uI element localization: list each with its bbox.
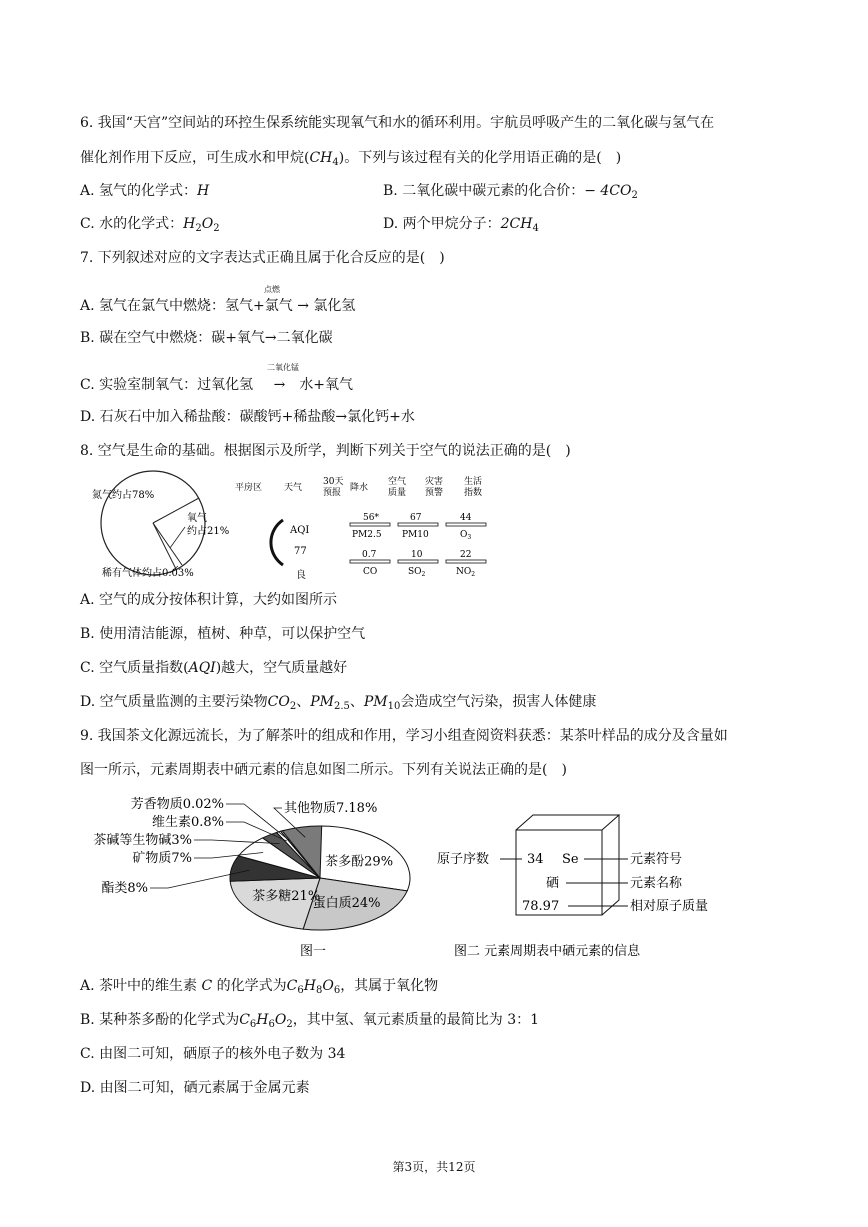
pie-label-8: 其他物质7.18%: [284, 801, 378, 816]
no2-bar: [446, 560, 486, 563]
q7-option-a: A. 氢气在氯气中燃烧：氢气+氯气 → 氯化氢: [80, 298, 356, 314]
no2-value: 22: [460, 550, 472, 560]
name-label: 元素名称: [630, 876, 683, 891]
q7-option-b: B. 碳在空气中燃烧：碳+氧气→二氧化碳: [80, 330, 333, 346]
pie-label-2: 茶多糖21%: [252, 889, 321, 905]
fig1-caption: 图一: [300, 944, 327, 959]
q6-option-b: B. 二氧化碳中碳元素的化合价：− $4CO_2$: [383, 183, 638, 201]
header-district: 平房区: [235, 483, 263, 493]
pm10-value: 67: [410, 513, 422, 523]
leader-line: [170, 527, 185, 548]
so2-label: $SO_2$: [408, 567, 426, 578]
mass-label: 相对原子质量: [630, 899, 709, 914]
atomic-mass: 78.97: [522, 899, 560, 914]
pm25-bar: [350, 523, 390, 526]
pm25-value: 56*: [363, 513, 379, 523]
q9-stem-line2: 图一所示，元素周期表中硒元素的信息如图二所示。下列有关说法正确的是( ): [80, 762, 567, 778]
q8-option-c: C. 空气质量指数(AQI)越大，空气质量越好: [80, 660, 348, 676]
o2-label: 氧气: [187, 513, 207, 524]
q8-option-b: B. 使用清洁能源，植树、种草，可以保护空气: [80, 626, 366, 642]
header-index: 指数: [464, 488, 483, 498]
header-weather: 天气: [284, 483, 303, 493]
pie-label-0: 茶多酚29%: [325, 854, 394, 870]
symbol-label: 元素符号: [630, 852, 683, 867]
pie-divider: [153, 523, 176, 569]
q9-option-b: B. 某种茶多酚的化学式为$C_6H_6O_2$，其中氢、氧元素质量的最简比为 3：1: [80, 1012, 540, 1030]
header-warning: 预警: [425, 488, 444, 498]
atomic-number-label: 原子序数: [437, 852, 490, 867]
pie-divider: [153, 523, 182, 565]
q7-option-d: D. 石灰石中加入稀盐酸：碳酸钙+稀盐酸→氯化钙+水: [80, 409, 415, 425]
o3-label: $O_3$: [460, 530, 472, 541]
q9-option-a: A. 茶叶中的维生素 C 的化学式为$C_6H_8O_6$，其属于氧化物: [80, 978, 439, 996]
q9-option-d: D. 由图二可知，硒元素属于金属元素: [80, 1080, 310, 1096]
selenium-element-card: [430, 805, 730, 965]
tea-composition-chart: [78, 790, 418, 965]
header-life: 生活: [464, 477, 483, 487]
co-bar: [350, 560, 390, 563]
pm10-bar: [398, 523, 438, 526]
header-forecast2: 预报: [323, 488, 342, 498]
reaction-arrow-icon: →: [273, 377, 286, 393]
q7-c-condition: 二氧化锰: [267, 363, 299, 372]
pie-label-6: 维生素0.8%: [151, 815, 224, 830]
reaction-arrow-icon: →: [297, 298, 309, 314]
atomic-number: 34: [527, 852, 544, 867]
pie-label-3: 酯类8%: [101, 881, 148, 896]
so2-bar: [398, 560, 438, 563]
header-rain: 降水: [350, 483, 369, 493]
aqi-value: 77: [294, 546, 307, 557]
pie-label-1: 蛋白质24%: [312, 896, 381, 912]
element-symbol: Se: [562, 852, 579, 867]
q6-stem-line2: 催化剂作用下反应，可生成水和甲烷$(CH_4)$。下列与该过程有关的化学用语正确的是( ): [80, 150, 622, 168]
header-forecast: 30天: [323, 477, 344, 487]
q8-option-d: D. 空气质量监测的主要污染物$CO_2$、$PM_{2.5}$、$PM_{10}$会造成空气污染，损害人体健康: [80, 694, 597, 712]
q7-a-condition: 点燃: [264, 285, 280, 294]
fig2-caption: 图二 元素周期表中硒元素的信息: [454, 944, 641, 959]
q9-option-c: C. 由图二可知，硒原子的核外电子数为 34: [80, 1046, 346, 1062]
so2-value: 10: [411, 550, 423, 560]
q7-stem: 7. 下列叙述对应的文字表达式正确且属于化合反应的是( ): [80, 250, 445, 266]
page-footer: 第3页，共12页: [392, 1160, 476, 1174]
header-quality: 质量: [388, 488, 407, 498]
o3-bar: [446, 523, 486, 526]
co-value: 0.7: [362, 550, 377, 560]
o2-percent-label: 约占21%: [187, 526, 230, 537]
q8-option-a: A. 空气的成分按体积计算，大约如图所示: [80, 592, 338, 608]
co-label: CO: [363, 567, 378, 577]
pm10-label: PM10: [402, 530, 429, 540]
pm25-label: PM2.5: [352, 530, 382, 540]
aqi-label: AQI: [290, 525, 310, 536]
n2-label: 氮气约占78%: [92, 490, 155, 501]
element-box-side: [602, 815, 619, 915]
pie-label-5: 茶碱等生物碱3%: [93, 833, 192, 848]
aqi-level: 良: [296, 570, 306, 581]
o3-value: 44: [460, 513, 472, 523]
q6-option-d: D. 两个甲烷分子：$2CH_4$: [383, 216, 539, 234]
tea-pie-slices: [230, 826, 410, 930]
q8-figure: [78, 470, 518, 585]
q6-stem-line1: 6. 我国“天宫”空间站的环控生保系统能实现氧气和水的循环利用。宇航员呼吸产生的二氧化碳与氢气在: [80, 115, 715, 131]
rare-gas-label: 稀有气体约占0.03%: [102, 568, 194, 579]
aqi-gauge-arc: [271, 520, 283, 565]
q6-option-c: C. 水的化学式：$H_2O_2$: [80, 216, 220, 234]
q7-option-c: C. 实验室制氧气：过氧化氢 → 水+氧气: [80, 377, 354, 393]
aqi-panel: [235, 475, 486, 581]
q9-stem-line1: 9. 我国茶文化源远流长，为了解茶叶的组成和作用，学习小组查阅资料获悉：某茶叶样品的成分及含量如: [80, 728, 728, 744]
element-box-top: [516, 815, 619, 830]
no2-label: $NO_2$: [456, 567, 476, 578]
header-disaster: 灾害: [425, 477, 444, 487]
pie-label-4: 矿物质7%: [132, 851, 192, 866]
q8-stem: 8. 空气是生命的基础。根据图示及所学，判断下列关于空气的说法正确的是( ): [80, 443, 571, 459]
pie-label-7: 芳香物质0.02%: [130, 797, 224, 812]
air-composition-pie: [92, 471, 229, 579]
q6-option-a: A. 氢气的化学式：H: [80, 183, 210, 199]
element-name: 硒: [546, 876, 560, 891]
header-air: 空气: [388, 477, 407, 487]
